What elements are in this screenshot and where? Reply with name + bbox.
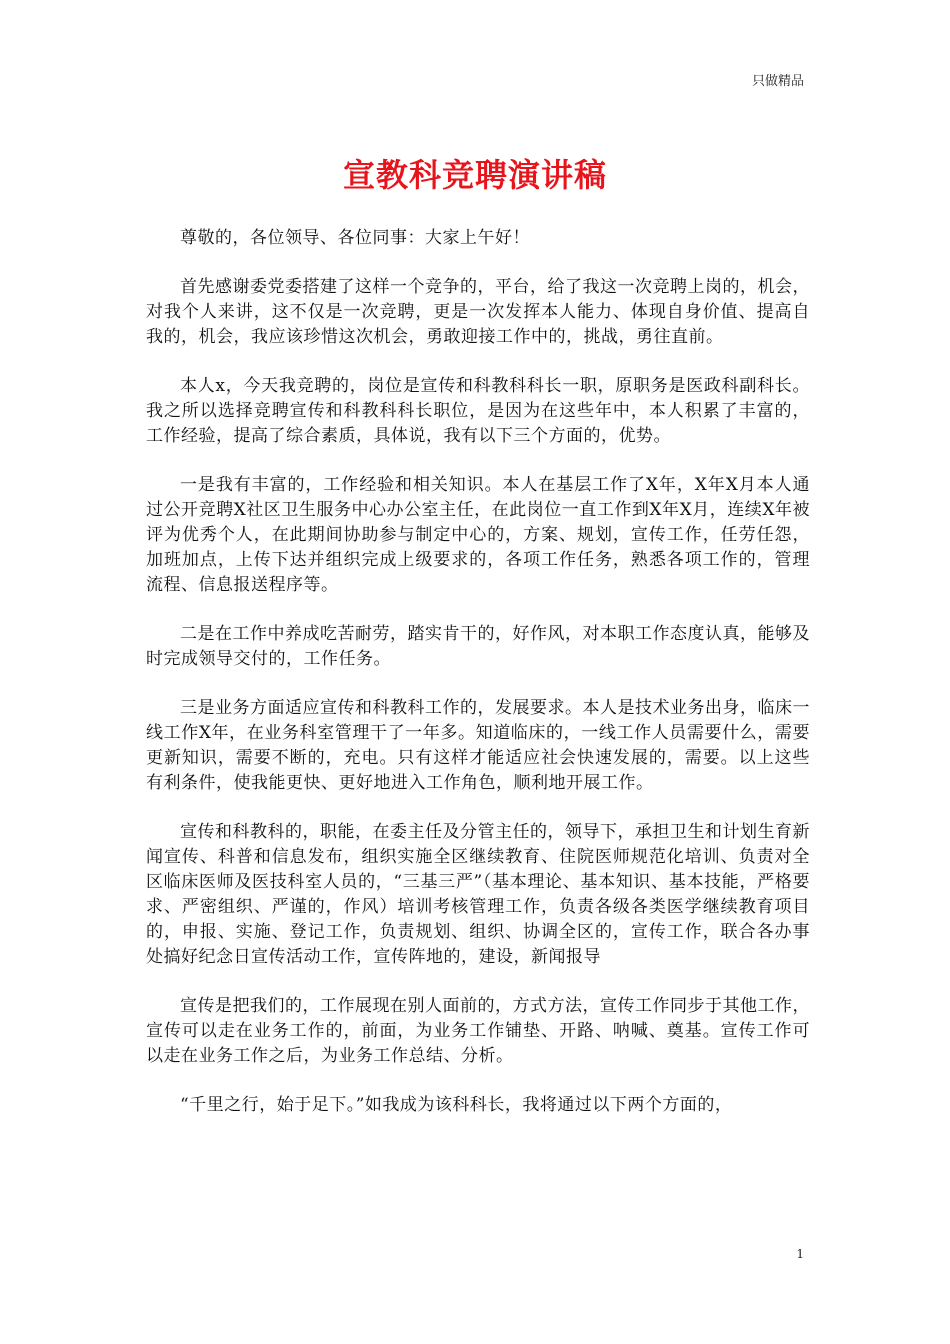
document-title: 宣教科竞聘演讲稿 bbox=[342, 156, 607, 194]
paragraph-advantage-3: 三是业务方面适应宣传和科教科工作的，发展要求。本人是技术业务出身，临床一线工作X年，在业务科室管理干了一年多。知道临床的，一线工作人员需要什么，需要更新知识，需要不断的，充电。只有这样才能适应社会快速发展的，需要。以上这些有利条件，使我能更快、更好地进入工作角色，顺利地开展工作。 bbox=[146, 698, 810, 793]
paragraph-advantage-2: 二是在工作中养成吃苦耐劳，踏实肯干的，好作风，对本职工作态度认真，能够及时完成领导交付的，工作任务。 bbox=[146, 624, 810, 669]
paragraph-thanks: 首先感谢委党委搭建了这样一个竞争的，平台，给了我这一次竞聘上岗的，机会，对我个人来讲，这不仅是一次竞聘，更是一次发挥本人能力、体现自身价值、提高自我的，机会，我应该珍惜这次机会，勇敢迎接工作中的，挑战，勇往直前。 bbox=[146, 277, 810, 347]
paragraph-duties: 宣传和科教科的，职能，在委主任及分管主任的，领导下，承担卫生和计划生育新闻宣传、科普和信息发布，组织实施全区继续教育、住院医师规范化培训、负责对全区临床医师及医技科室人员的，“三基三严”（基本理论、基本知识、基本技能，严格要求、严密组织、严谨的，作风）培训考核管理工作，负责各级各类医学继续教育项目的，申报、实施、登记工作，负责规划、组织、协调全区的，宣传工作，联合各办事处搞好纪念日宣传活动工作，宣传阵地的，建设，新闻报导 bbox=[146, 822, 810, 967]
paragraph-advantage-1: 一是我有丰富的，工作经验和相关知识。本人在基层工作了X年，X年X月本人通过公开竞聘X社区卫生服务中心办公室主任，在此岗位一直工作到X年X月，连续X年被评为优秀个人，在此期间协助参与制定中心的，方案、规划，宣传工作，任劳任怨，加班加点，上传下达并组织完成上级要求的，各项工作任务，熟悉各项工作的，管理流程、信息报送程序等。 bbox=[146, 475, 810, 595]
paragraph-introduction: 本人x，今天我竞聘的，岗位是宣传和科教科科长一职，原职务是医政科副科长。我之所以选择竞聘宣传和科教科科长职位，是因为在这些年中，本人积累了丰富的，工作经验，提高了综合素质，具体说，我有以下三个方面的，优势。 bbox=[146, 376, 810, 446]
paragraph-greeting: 尊敬的，各位领导、各位同事：大家上午好！ bbox=[180, 228, 530, 248]
paragraph-publicity: 宣传是把我们的，工作展现在别人面前的，方式方法，宣传工作同步于其他工作，宣传可以走在业务工作的，前面，为业务工作铺垫、开路、呐喊、奠基。宣传工作可以走在业务工作之后，为业务工作总结、分析。 bbox=[146, 996, 810, 1066]
page-number: 1 bbox=[796, 1247, 804, 1261]
header-note: 只做精品 bbox=[751, 74, 804, 89]
paragraph-plan: “千里之行，始于足下。”如我成为该科科长，我将通过以下两个方面的， bbox=[180, 1095, 733, 1115]
document-body bbox=[146, 226, 810, 1142]
